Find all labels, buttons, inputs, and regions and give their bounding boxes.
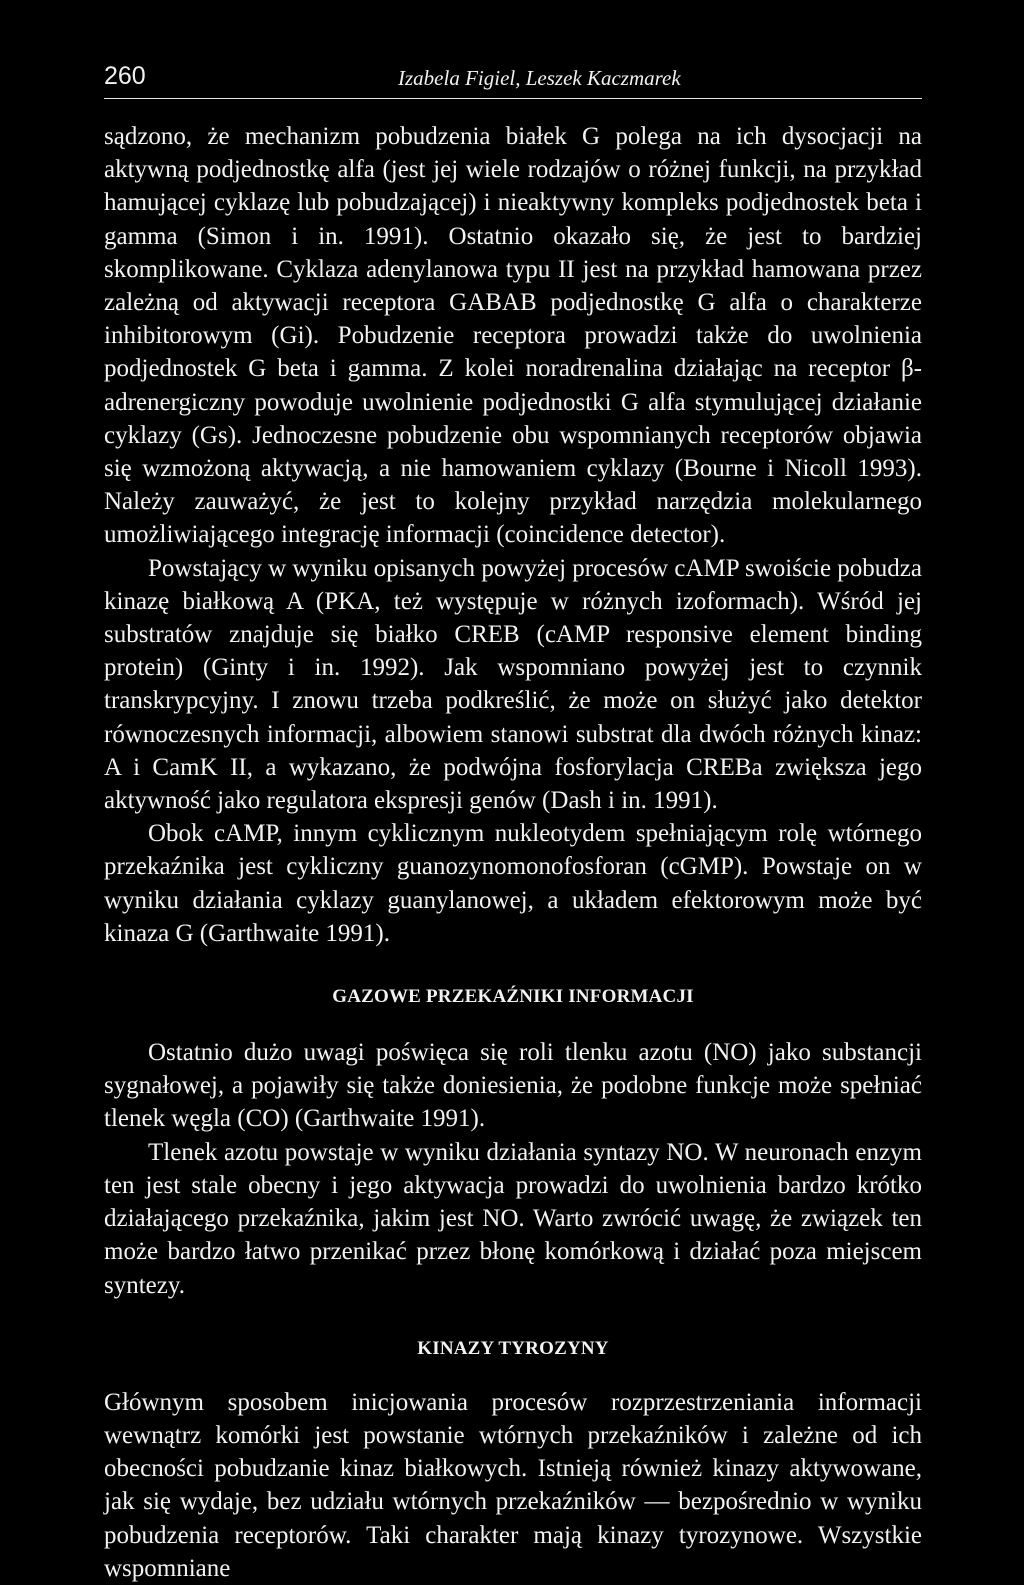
section-heading-tyrosine-kinases: KINAZY TYROZYNY (417, 1337, 609, 1359)
section-heading-gaseous-messengers: GAZOWE PRZEKAŹNIKI INFORMACJI (332, 986, 694, 1008)
paragraph-4: Ostatnio dużo uwagi poświęca się roli tlenku azotu (NO) jako substancji sygnałowej, a pojawiły się także doniesienia, że podobne funkcje może spełniać tlenek węgla (CO) (Garthwaite 1991). (104, 1039, 922, 1133)
running-head: Izabela Figiel, Leszek Kaczmarek (398, 66, 681, 90)
page-header (104, 60, 922, 99)
paragraph-3: Obok cAMP, innym cyklicznym nukleotydem spełniającym rolę wtórnego przekaźnika jest cykliczny guanozynomonofosforan (cGMP). Powstaje on w wyniku działania cyklazy guanylanowej, a układem efektorowym może być kinaza G (Garthwaite 1991). (104, 820, 922, 947)
paragraph-6: Głównym sposobem inicjowania procesów rozprzestrzeniania informacji wewnątrz komórki jest powstanie wtórnych przekaźników i zależne od ich obecności pobudzanie kinaz białkowych. Istnieją również kinazy aktywowane, jak się wydaje, bez udziału wtórnych przekaźników — bezpośrednio w wyniku pobudzenia receptorów. Taki charakter mają kinazy tyrozynowe. Wszystkie wspomniane (104, 1388, 922, 1582)
paragraph-2: Powstający w wyniku opisanych powyżej procesów cAMP swoiście pobudza kinazę białkową A (PKA, też występuje w różnych izoformach). Wśród jej substratów znajduje się białko CREB (cAMP responsive element binding protein) (Ginty i in. 1992). Jak wspomniano powyżej jest to czynnik transkrypcyjny. I znowu trzeba podkreślić, że może on służyć jako detektor równoczesnych informacji, albowiem stanowi substrat dla dwóch różnych kinaz: A i CamK II, a wykazano, że podwójna fosforylacja CREBa zwiększa jego aktywność jako regulatora ekspresji genów (Dash i in. 1991). (104, 554, 922, 815)
body-text (104, 120, 922, 1585)
paragraph-1: sądzono, że mechanizm pobudzenia białek G polega na ich dysocjacji na aktywną podjednostkę alfa (jest jej wiele rodzajów o różnej funkcji, na przykład hamującej cyklazę lub pobudzającej) i nieaktywny kompleks podjednostek beta i gamma (Simon i in. 1991). Ostatnio okazało się, że jest to bardziej skomplikowane. Cyklaza adenylanowa typu II jest na przykład hamowana przez zależną od aktywacji receptora GABAB podjednostkę G alfa o charakterze inhibitorowym (Gi). Pobudzenie receptora prowadzi także do uwolnienia podjednostek G beta i gamma. Z kolei noradrenalina działając na receptor β-adrenergiczny powoduje uwolnienie podjednostki G alfa stymulującej działanie cyklazy (Gs). Jednoczesne pobudzenie obu wspomnianych receptorów objawia się wzmożoną aktywacją, a nie hamowaniem cyklazy (Bourne i Nicoll 1993). Należy zauważyć, że jest to kolejny przykład narzędzia molekularnego umożliwiającego integrację informacji (coincidence detector). (104, 123, 922, 549)
page-number: 260 (104, 62, 146, 90)
paragraph-5: Tlenek azotu powstaje w wyniku działania syntazy NO. W neuronach enzym ten jest stale obecny i jego aktywacja prowadzi do uwolnienia bardzo krótko działającego przekaźnika, jakim jest NO. Warto zwrócić uwagę, że związek ten może bardzo łatwo przenikać przez błonę komórkową i działać poza miejscem syntezy. (104, 1138, 922, 1299)
